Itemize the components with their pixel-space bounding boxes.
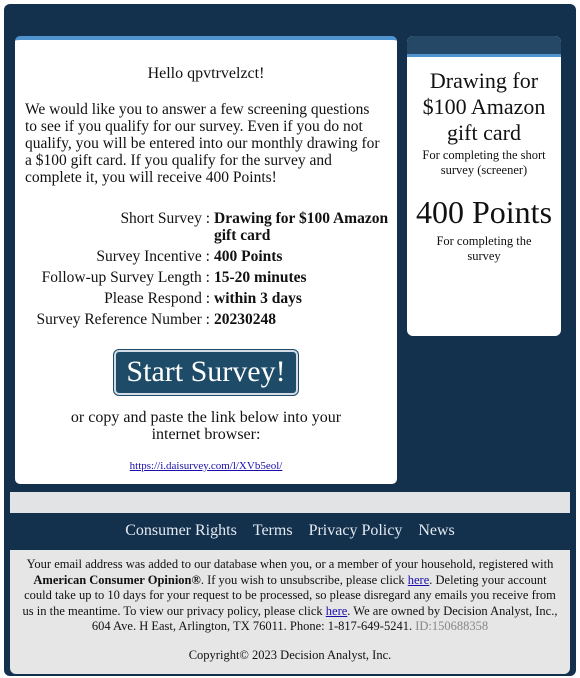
detail-label: Follow-up Survey Length :: [41, 269, 210, 286]
email-frame: [4, 4, 576, 676]
detail-value: Drawing for $100 Amazon gift card: [214, 210, 389, 244]
survey-details: [15, 208, 397, 330]
copyright: Copyright© 2023 Decision Analyst, Inc.: [188, 647, 392, 662]
greeting: Hello qpvtrvelzct!: [147, 65, 265, 82]
nav-privacy-policy[interactable]: Privacy Policy: [308, 522, 403, 539]
brand-name: American Consumer Opinion®: [33, 572, 201, 587]
privacy-policy-link[interactable]: here: [325, 603, 348, 618]
nav-terms[interactable]: Terms: [252, 522, 293, 539]
detail-value: 400 Points: [214, 248, 283, 265]
divider-band: [10, 492, 570, 513]
footer-text-part: . Deleting your account could take up to 10 days for your request to be processed, so please disregard any emails you receive from us in the meantime. To view our privacy policy, please click: [22, 572, 556, 618]
footer-text-part: Your email address was added to our database when you, or a member of your household, registered with: [26, 557, 554, 571]
detail-value: 15-20 minutes: [214, 269, 307, 286]
member-id: ID:150688358: [415, 619, 489, 633]
detail-label: Survey Reference Number :: [36, 311, 210, 328]
survey-link[interactable]: https://i.daisurvey.com/l/XVb5eol/: [129, 460, 283, 472]
footer-text-part: . If you wish to unsubscribe, please click: [200, 572, 408, 587]
copy-instructions: or copy and paste the link below into your internet browser:: [70, 409, 342, 443]
detail-row: [15, 246, 397, 267]
points-amount: 400 Points: [415, 194, 553, 230]
start-survey-button[interactable]: Start Survey!: [114, 350, 297, 395]
footer: [10, 550, 570, 674]
detail-row: [15, 267, 397, 288]
intro-paragraph: We would like you to answer a few screening questions to see if you qualify for our survey. Even if you do not qualify, you will be entered into our monthly drawing for a $100 gift card. If you qualify for the survey and complete it, you will receive 400 Points!: [25, 101, 380, 186]
incentive-card: [407, 36, 561, 336]
drawing-title: Drawing for $100 Amazon gift card: [422, 68, 546, 145]
footer-nav: [4, 522, 576, 540]
detail-label: Please Respond :: [104, 290, 210, 307]
detail-label: Survey Incentive :: [96, 248, 210, 265]
drawing-subtitle: For completing the short survey (screener): [422, 148, 546, 177]
detail-row: [15, 288, 397, 309]
footer-text: [10, 550, 570, 635]
detail-value: 20230248: [214, 311, 276, 328]
main-card: [15, 36, 397, 484]
detail-row: [15, 309, 397, 330]
detail-row: [15, 208, 397, 246]
detail-label: Short Survey :: [120, 210, 210, 227]
footer-text-part: . We are owned by Decision Analyst, Inc., 604 Ave. H East, Arlington, TX 76011. Phone: 1-817-649-5241.: [91, 603, 558, 633]
nav-news[interactable]: News: [418, 522, 455, 539]
nav-consumer-rights[interactable]: Consumer Rights: [125, 522, 237, 539]
points-subtitle: For completing the survey: [436, 234, 532, 263]
unsubscribe-link[interactable]: here: [407, 572, 430, 587]
detail-value: within 3 days: [214, 290, 302, 307]
incentive-card-header: [407, 36, 561, 57]
